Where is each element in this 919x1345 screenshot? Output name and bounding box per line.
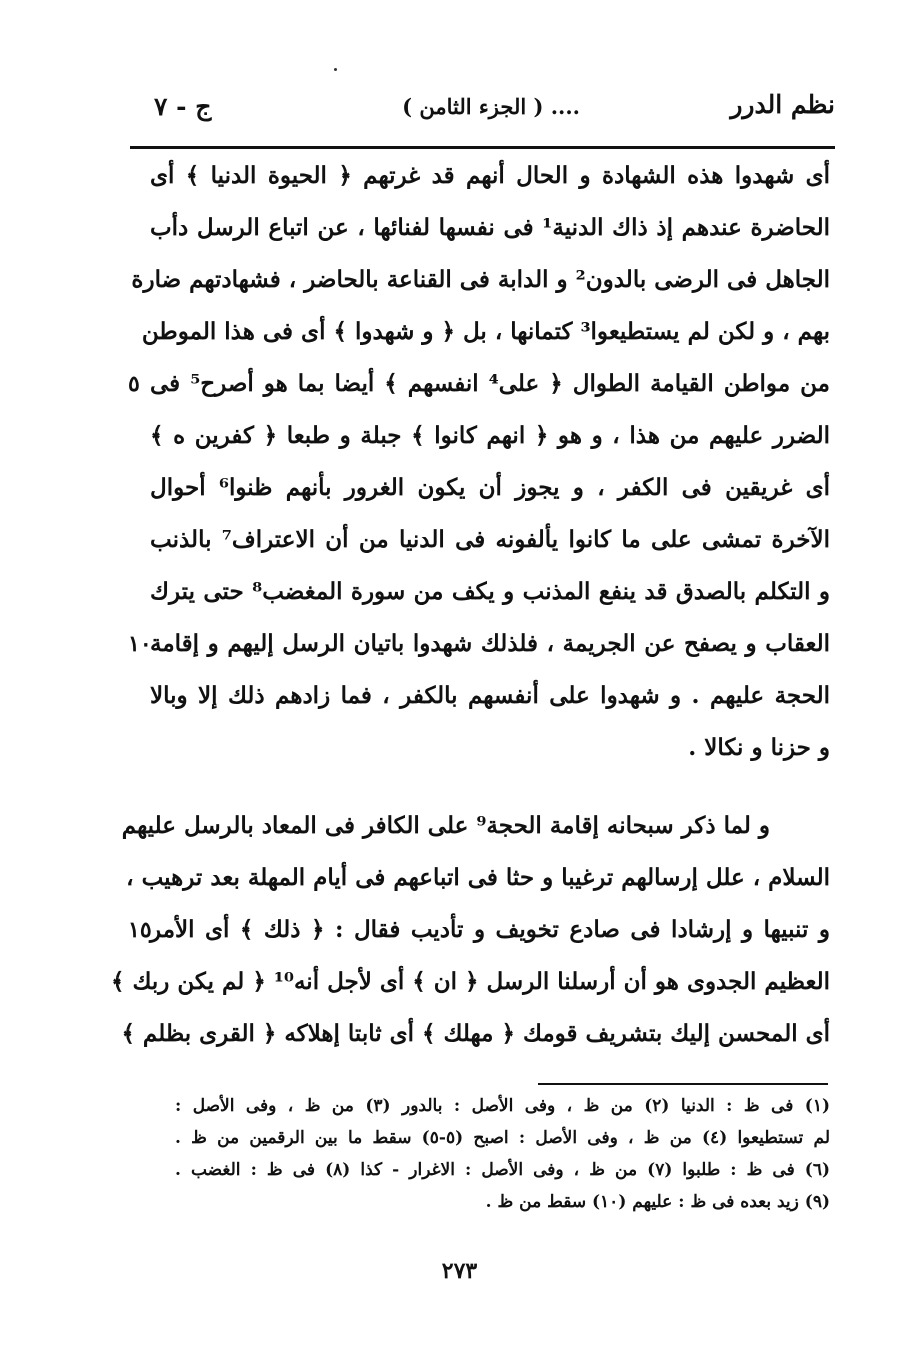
text-line: الضرر عليهم من هذا ، و هو ﴿ انهم كانوا ﴾ جبلة و طبعا ﴿ كفرين ه ﴾ bbox=[150, 422, 830, 449]
text-line-content: و تنبيها و إرشادا فى صادع تخويف و تأديب فقال : ﴿ ذلك ﴾ أى الأمر bbox=[150, 916, 830, 943]
text-line: بهم ، و لكن لم يستطيعوا³ كتمانها ، بل ﴿ و شهدوا ﴾ أى فى هذا الموطن bbox=[141, 318, 830, 345]
footnotes bbox=[175, 1090, 830, 1218]
main-text bbox=[111, 150, 831, 1060]
text-line: الحاضرة عندهم إذ ذاك الدنية¹ فى نفسها لفنائها ، عن اتباع الرسل دأب bbox=[150, 214, 831, 241]
line-number-5: ٥ bbox=[128, 371, 140, 397]
footnote-line: (٦) فى ظ : طلبوا (٧) من ظ ، وفى الأصل : الاغرار - كذا (٨) فى ظ : الغضب . bbox=[175, 1160, 831, 1180]
footnote-rule bbox=[538, 1083, 828, 1085]
book-title: نظم الدرر bbox=[730, 90, 835, 119]
text-line: أى المحسن إليك بتشريف قومك ﴿ مهلك ﴾ أى ثابتا إهلاكه ﴿ القرى بظلم ﴾ bbox=[121, 1020, 830, 1047]
volume-label: ج - ٧ bbox=[154, 92, 212, 121]
line-number-15: ١٥ bbox=[128, 917, 152, 943]
text-line-10 bbox=[128, 618, 830, 670]
text-line: الآخرة تمشى على ما كانوا يألفونه فى الدنيا من أن الاعتراف⁷ بالذنب bbox=[150, 526, 831, 553]
page-number: ٢٧٣ bbox=[441, 1258, 478, 1284]
text-line: أى غريقين فى الكفر ، و يجوز أن يكون الغرور بأنهم ظنوا⁶ أحوال bbox=[150, 474, 830, 501]
line-number-10: ١٠ bbox=[128, 631, 152, 657]
text-line: و التكلم بالصدق قد ينفع المذنب و يكف من سورة المغضب⁸ حتى يترك bbox=[150, 578, 830, 605]
text-line-content: العقاب و يصفح عن الجريمة ، فلذلك شهدوا باتيان الرسل إليهم و إقامة bbox=[150, 630, 830, 657]
paragraph-start-line: و لما ذكر سبحانه إقامة الحجة⁹ على الكافر فى المعاد بالرسل عليهم bbox=[121, 812, 770, 839]
running-header bbox=[130, 88, 835, 134]
text-line: أى شهدوا هذه الشهادة و الحال أنهم قد غرتهم ﴿ الحيوة الدنيا ﴾ أى bbox=[150, 162, 830, 189]
text-line: و حزنا و نكالا . bbox=[688, 734, 830, 761]
text-line-5 bbox=[128, 358, 830, 410]
ink-speck bbox=[334, 68, 337, 71]
header-rule bbox=[130, 146, 835, 149]
footnote-line: (٩) زيد بعده فى ظ : عليهم (١٠) سقط من ظ . bbox=[485, 1192, 830, 1212]
text-line: السلام ، علل إرسالهم ترغيبا و حثا فى اتباعهم فى أيام المهلة بعد ترهيب ، bbox=[126, 864, 830, 891]
text-line: الحجة عليهم . و شهدوا على أنفسهم بالكفر ، فما زادهم ذلك إلا وبالا bbox=[150, 682, 830, 709]
part-label: .... ( الجزء الثامن ) bbox=[402, 94, 580, 119]
text-line: العظيم الجدوى هو أن أرسلنا الرسل ﴿ ان ﴾ أى لأجل أنه¹⁰ ﴿ لم يكن ربك ﴾ bbox=[111, 968, 830, 995]
footnote-line: (١) فى ظ : الدنيا (٢) من ظ ، وفى الأصل : بالدور (٣) من ظ ، وفى الأصل : bbox=[175, 1096, 830, 1116]
footnote-line: لم تستطيعوا (٤) من ظ ، وفى الأصل : اصبح (٥-٥) سقط ما بين الرقمين من ظ . bbox=[175, 1128, 830, 1148]
text-line: الجاهل فى الرضى بالدون² و الدابة فى القناعة بالحاضر ، فشهادتهم ضارة bbox=[131, 266, 830, 293]
text-line-15 bbox=[128, 904, 830, 956]
text-line-content: من مواطن القيامة الطوال ﴿ على⁴ انفسهم ﴾ أيضا بما هو أصرح⁵ فى bbox=[150, 370, 830, 397]
